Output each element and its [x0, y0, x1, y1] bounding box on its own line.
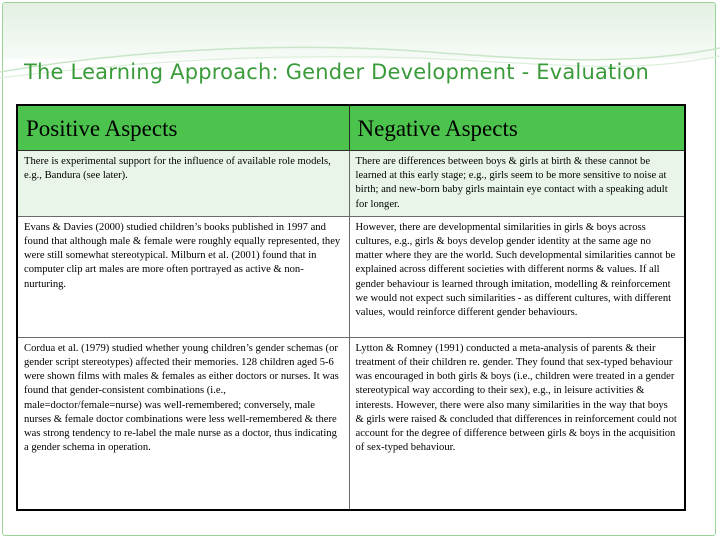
- slide-title: The Learning Approach: Gender Development - Evaluation: [24, 60, 650, 84]
- table-row: [17, 337, 685, 510]
- table-row: [17, 151, 685, 217]
- negative-aspects-header: Negative Aspects: [349, 105, 685, 151]
- positive-aspects-header: Positive Aspects: [17, 105, 349, 151]
- negative-cell: Lytton & Romney (1991) conducted a meta-analysis of parents & their treatment of their children re. gender. They found that sex-typed behaviour was encouraged in both girls & boys (i.e., children were treated in a gender stereotypical way according to their sex), e.g., in leisure activities & interests. However, there were also many similarities in the way that boys & girls were raised & concluded that differences in reinforcement could not account for the degree of difference between girls & boys in the acquisition of sex-typed behaviour.: [349, 337, 685, 510]
- evaluation-table: [16, 104, 686, 511]
- positive-cell: Evans & Davies (2000) studied children’s books published in 1997 and found that although male & female were roughly equally represented, they were still somewhat stereotypical. Milburn et al. (2001) found that in computer clip art males are more often portrayed as active & non-nurturing.: [17, 216, 349, 337]
- negative-cell: However, there are developmental similarities in girls & boys across cultures, e.g., girls & boys develop gender identity at the same age no matter where they are the world. Such developmental similarities cannot be explained across different societies with different norms & values. If all gender behaviour is learned through imitation, modelling & reinforcement we would not expect such similarities - as different cultures, with different values, would reinforce different gender behaviours.: [349, 216, 685, 337]
- positive-cell: There is experimental support for the influence of available role models, e.g., Bandura (see later).: [17, 151, 349, 217]
- positive-cell: Cordua et al. (1979) studied whether young children’s gender schemas (or gender script stereotypes) affected their memories. 128 children aged 5-6 were shown films with males & females as either doctors or nurses. It was found that gender-consistent combinations (i.e., male=doctor/female=nurse) was well-remembered; conversely, male nurses & female doctor combinations were less well-remembered & there was strong tendency to re-label the male nurse as a doctor, thus indicating a gender schema in operation.: [17, 337, 349, 510]
- table-row: [17, 216, 685, 337]
- header-row: [17, 105, 685, 151]
- negative-cell: There are differences between boys & girls at birth & these cannot be learned at this early stage; e.g., girls seem to be more sensitive to noise at birth; and new-born baby girls maintain eye contact with a speaking adult for longer.: [349, 151, 685, 217]
